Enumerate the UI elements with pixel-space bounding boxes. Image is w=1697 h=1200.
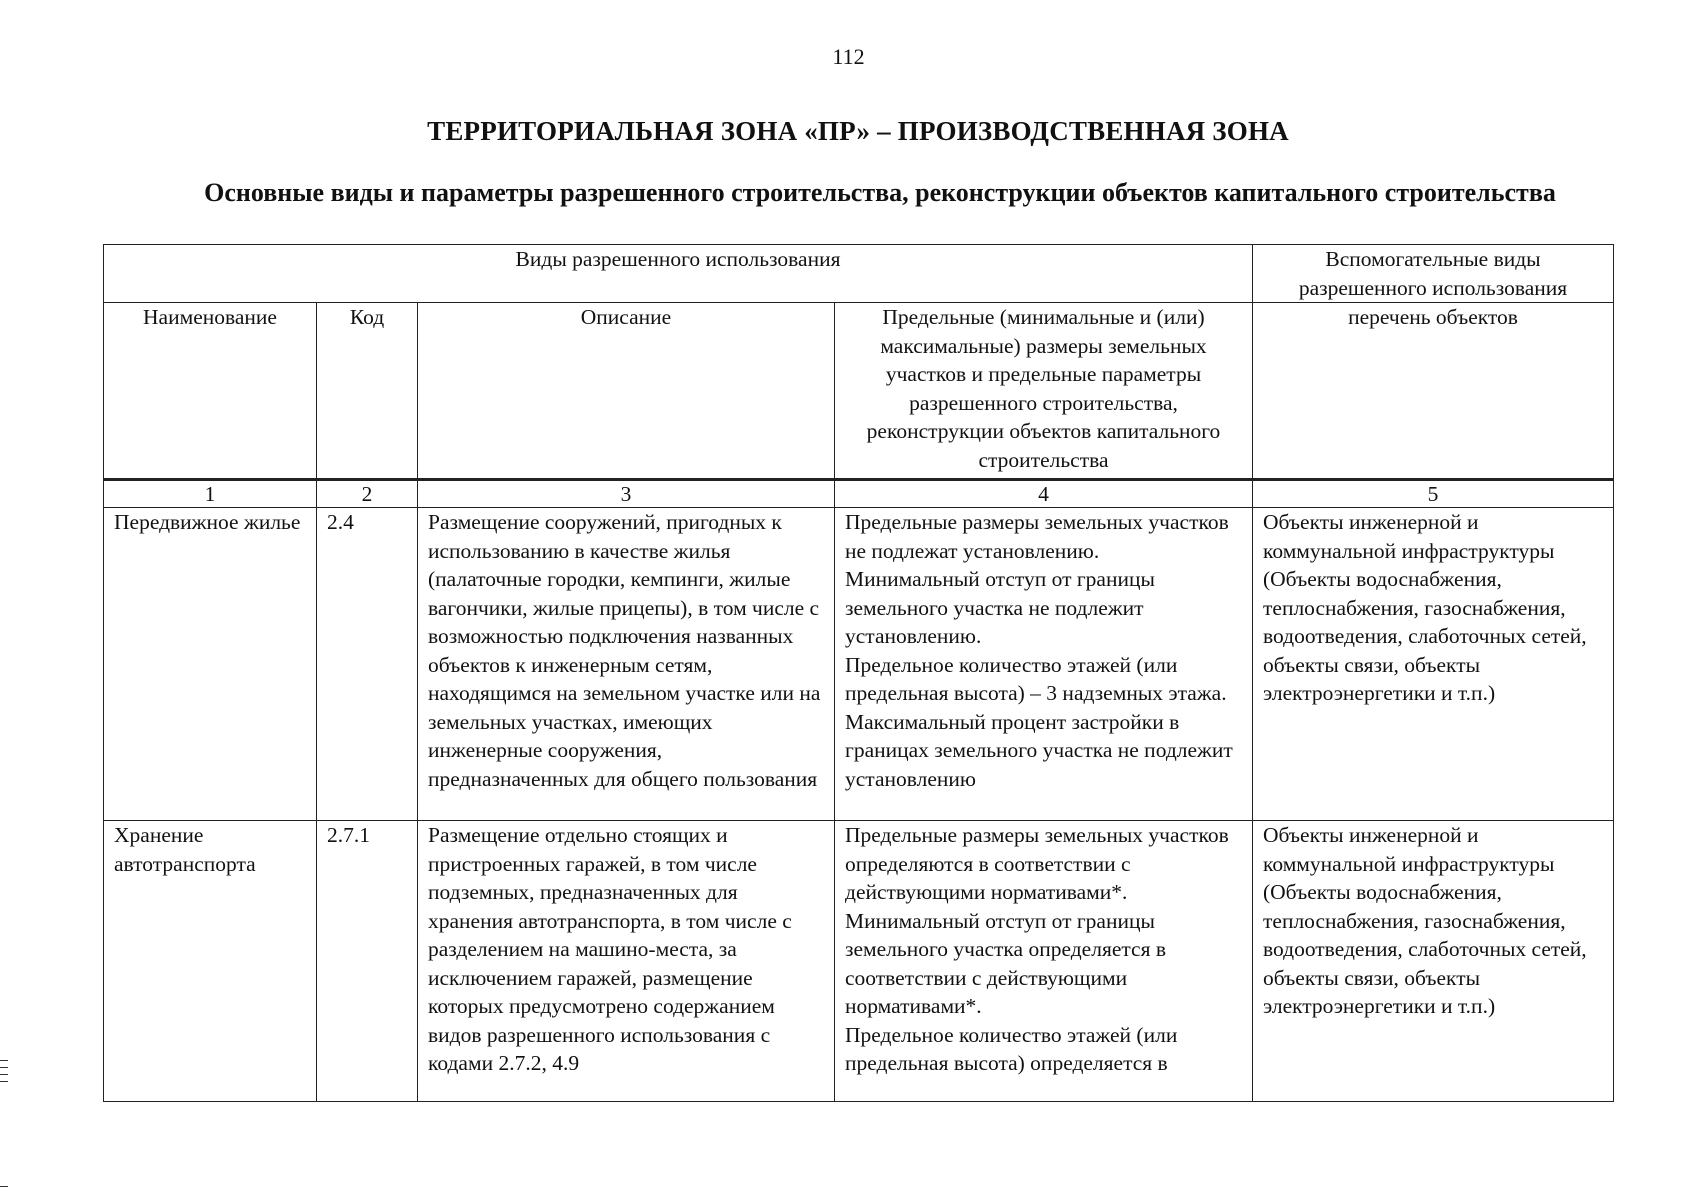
group-header-main: Виды разрешенного использования [104,245,1253,303]
column-number: 1 [104,480,317,508]
column-header-aux-objects: перечень объектов [1253,303,1614,480]
column-number: 2 [317,480,418,508]
table-row [104,508,1614,821]
table-row [104,821,1614,1102]
column-number: 5 [1253,480,1614,508]
zone-title: ТЕРРИТОРИАЛЬНАЯ ЗОНА «ПР» – ПРОИЗВОДСТВЕННАЯ ЗОНА [427,116,1289,146]
group-header-row [104,245,1614,303]
group-header-aux: Вспомогательные виды разрешенного использования [1253,245,1614,303]
column-header-description: Описание [418,303,835,480]
cell-aux-objects: Объекты инженерной и коммунальной инфраструктуры (Объекты водоснабжения, теплоснабжения, газоснабжения, водоотведения, слаботочных сетей, объекты связи, объекты электроэнергетики и т.п.) [1253,821,1614,1102]
column-header-params: Предельные (минимальные и (или) максимальные) размеры земельных участков и предельные параметры разрешенного строительства, реконструкции объектов капитального строительства [835,303,1253,480]
column-number-row [104,480,1614,508]
cell-params: Предельные размеры земельных участков определяются в соответствии с действующими нормативами*. Минимальный отступ от границы земельного участка определяется в соответствии с действующими нормативами*. Предельное количество этажей (или предельная высота) определяется в [835,821,1253,1102]
column-number: 4 [835,480,1253,508]
cell-code: 2.4 [317,508,418,821]
cell-code: 2.7.1 [317,821,418,1102]
cell-name: Хранение автотранспорта [104,821,317,1102]
scan-edge-mark [0,1186,8,1187]
section-title: Основные виды и параметры разрешенного строительства, реконструкции объектов капитального строительства [204,178,1556,207]
page-number: 112 [832,44,865,69]
scan-edge-marks [0,1060,8,1088]
column-number: 3 [418,480,835,508]
permitted-use-table [103,244,1614,1102]
cell-name: Передвижное жилье [104,508,317,821]
cell-description: Размещение отдельно стоящих и пристроенных гаражей, в том числе подземных, предназначенных для хранения автотранспорта, в том числе с разделением на машино-места, за исключением гаражей, размещение которых предусмотрено содержанием видов разрешенного использования с кодами 2.7.2, 4.9 [418,821,835,1102]
cell-aux-objects: Объекты инженерной и коммунальной инфраструктуры (Объекты водоснабжения, теплоснабжения, газоснабжения, водоотведения, слаботочных сетей, объекты связи, объекты электроэнергетики и т.п.) [1253,508,1614,821]
cell-description: Размещение сооружений, пригодных к использованию в качестве жилья (палаточные городки, кемпинги, жилые вагончики, жилые прицепы), в том числе с возможностью подключения названных объектов к инженерным сетям, находящимся на земельном участке или на земельных участках, имеющих инженерные сооружения, предназначенных для общего пользования [418,508,835,821]
column-header-row [104,303,1614,480]
column-header-code: Код [317,303,418,480]
column-header-name: Наименование [104,303,317,480]
cell-params: Предельные размеры земельных участков не подлежат установлению. Минимальный отступ от границы земельного участка не подлежит установлению. Предельное количество этажей (или предельная высота) – 3 надземных этажа. Максимальный процент застройки в границах земельного участка не подлежит установлению [835,508,1253,821]
